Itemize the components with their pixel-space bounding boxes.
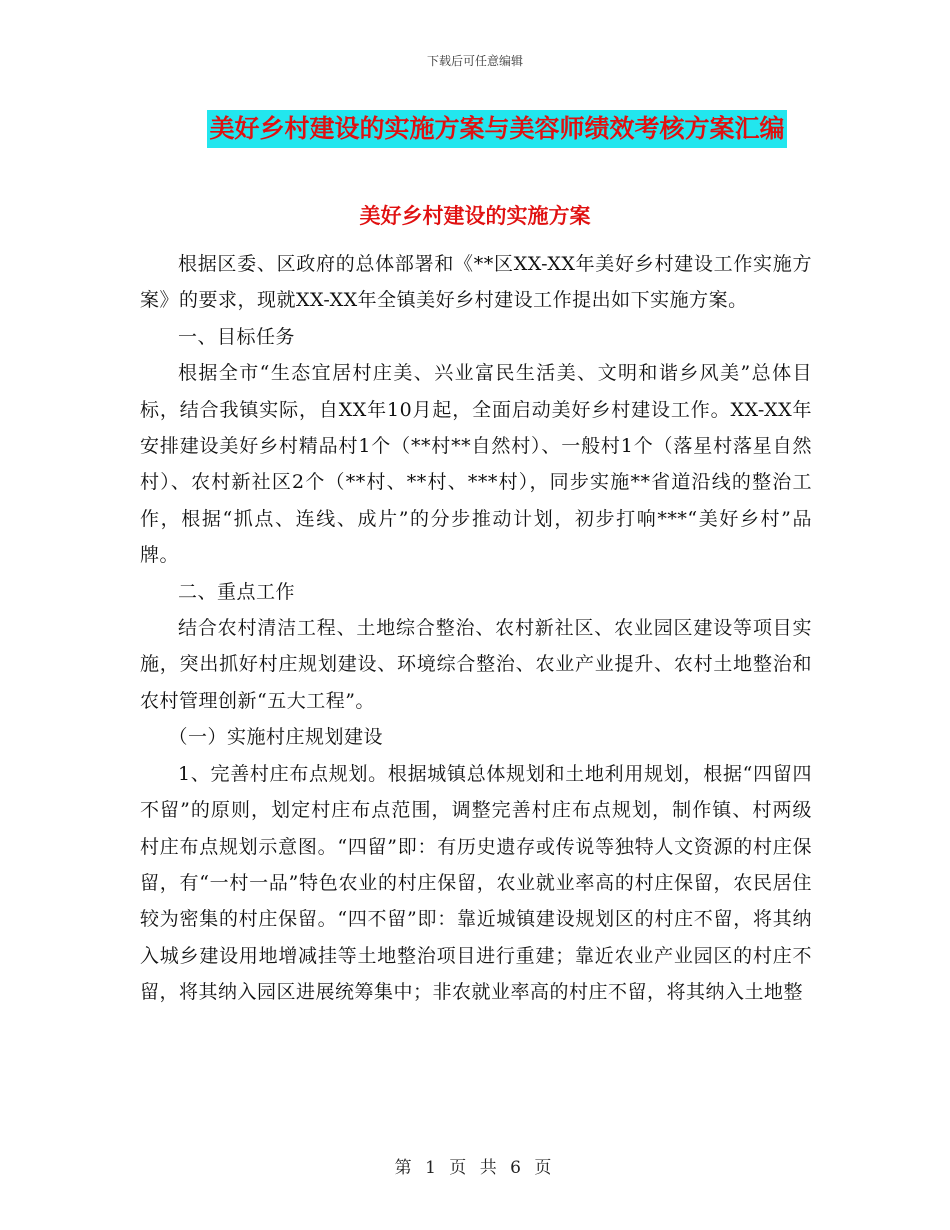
main-title: 美好乡村建设的实施方案与美容师绩效考核方案汇编 (207, 110, 786, 148)
main-title-wrap (0, 110, 950, 148)
document-body (140, 246, 812, 1011)
section-heading-key-work: 二、重点工作 (178, 580, 296, 603)
section-heading-targets: 一、目标任务 (178, 325, 296, 348)
page-footer: 第 1 页 共 6 页 (394, 1158, 556, 1178)
sub-title: 美好乡村建设的实施方案 (359, 204, 591, 228)
header-note: 下载后可任意编辑 (426, 54, 523, 68)
paragraph-intro: 根据区委、区政府的总体部署和《**区XX-XX年美好乡村建设工作实施方案》的要求，现就XX-XX年全镇美好乡村建设工作提出如下实施方案。 (140, 253, 812, 312)
paragraph-key-work: 结合农村清洁工程、土地综合整治、农村新社区、农业园区建设等项目实施，突出抓好村庄规划建设、环境综合整治、农业产业提升、农村土地整治和农村管理创新“五大工程”。 (140, 617, 812, 712)
subsection-heading-planning: （一）实施村庄规划建设 (168, 726, 384, 749)
paragraph-planning: 1、完善村庄布点规划。根据城镇总体规划和土地利用规划，根据“四留四不留”的原则，划定村庄布点范围，调整完善村庄布点规划，制作镇、村两级村庄布点规划示意图。“四留”即：有历史遗存或传说等独特人文资源的村庄保留，有“一村一品”特色农业的村庄保留，农业就业率高的村庄保留，农民居住较为密集的村庄保留。“四不留”即：靠近城镇建设规划区的村庄不留，将其纳入城乡建设用地增减挂等土地整治项目进行重建；靠近农业产业园区的村庄不留，将其纳入园区进展统筹集中；非农就业率高的村庄不留，将其纳入土地整 (140, 762, 812, 1004)
paragraph-targets: 根据全市“生态宜居村庄美、兴业富民生活美、文明和谐乡风美”总体目标，结合我镇实际，自XX年10月起，全面启动美好乡村建设工作。XX-XX年安排建设美好乡村精品村1个（**村**自然村）、一般村1个（落星村落星自然村）、农村新社区2个（**村、**村、***村），同步实施**省道沿线的整治工作，根据“抓点、连线、成片”的分步推动计划，初步打响***“美好乡村”品牌。 (140, 362, 812, 567)
